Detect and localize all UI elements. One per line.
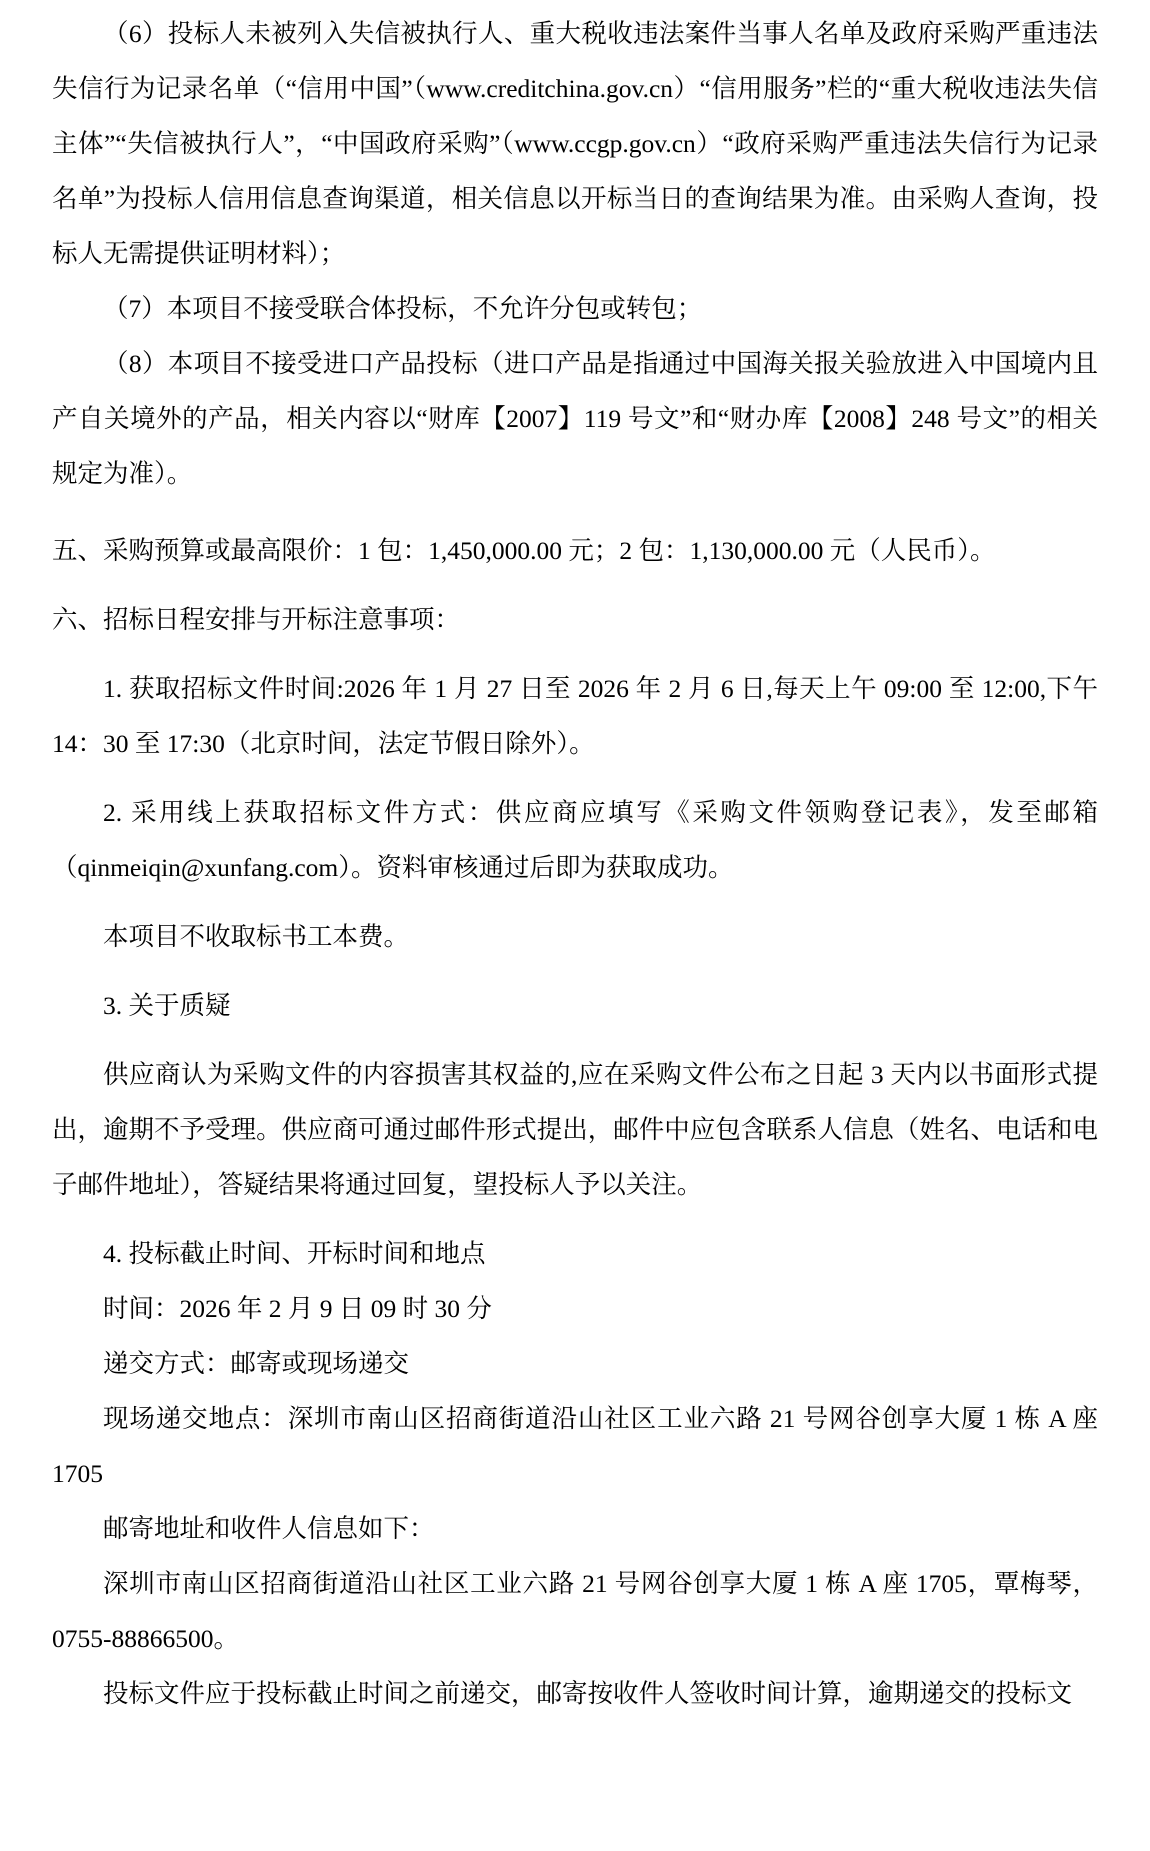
paragraph-item-4-time: 时间：2026 年 2 月 9 日 09 时 30 分 — [103, 1294, 492, 1323]
paragraph-item-2-online-method: 2. 采用线上获取招标文件方式：供应商应填写《采购文件领购登记表》，发至邮箱（qinmeiqin@xunfang.com）。资料审核通过后即为获取成功。 — [52, 798, 1098, 882]
spacer — [52, 501, 1098, 523]
spacer — [52, 964, 1098, 978]
spacer — [52, 578, 1098, 592]
paragraph-section-five-budget: 五、采购预算或最高限价：1 包：1,450,000.00 元；2 包：1,130,000.00 元（人民币）。 — [52, 536, 996, 565]
paragraph-item-4-mail-address: 深圳市南山区招商街道沿山社区工业六路 21 号网谷创享大厦 1 栋 A 座 1705，覃梅琴，0755-88866500。 — [52, 1569, 1098, 1653]
document-body — [52, 6, 1098, 1721]
paragraph-item-4-heading: 4. 投标截止时间、开标时间和地点 — [103, 1239, 486, 1268]
spacer — [52, 771, 1098, 785]
paragraph-item-3-query-heading: 3. 关于质疑 — [103, 991, 231, 1020]
paragraph-item-4-delivery-method: 递交方式：邮寄或现场递交 — [103, 1349, 410, 1378]
spacer — [52, 1033, 1098, 1047]
paragraph-item-4-onsite-address: 现场递交地点：深圳市南山区招商街道沿山社区工业六路 21 号网谷创享大厦 1 栋 A 座 1705 — [52, 1404, 1098, 1488]
paragraph-clause-8: （8）本项目不接受进口产品投标（进口产品是指通过中国海关报关验放进入中国境内且产自关境外的产品，相关内容以“财库【2007】119 号文”和“财办库【2008】248 号文”的相关规定为准）。 — [52, 349, 1098, 488]
spacer — [52, 895, 1098, 909]
spacer — [52, 647, 1098, 661]
paragraph-clause-7: （7）本项目不接受联合体投标，不允许分包或转包； — [103, 294, 703, 323]
paragraph-no-fee-note: 本项目不收取标书工本费。 — [103, 922, 410, 951]
paragraph-clause-6: （6）投标人未被列入失信被执行人、重大税收违法案件当事人名单及政府采购严重违法失信行为记录名单（“信用中国”（www.creditchina.gov.cn）“信用服务”栏的“重大税收违法失信主体”“失信被执行人”，“中国政府采购”（www.ccgp.gov.cn）“政府采购严重违法失信行为记录名单”为投标人信用信息查询渠道，相关信息以开标当日的查询结果为准。由采购人查询，投标人无需提供证明材料）； — [52, 19, 1098, 268]
paragraph-item-3-query-body: 供应商认为采购文件的内容损害其权益的,应在采购文件公布之日起 3 天内以书面形式提出，逾期不予受理。供应商可通过邮件形式提出，邮件中应包含联系人信息（姓名、电话和电子邮件地址），答疑结果将通过回复，望投标人予以关注。 — [52, 1060, 1098, 1199]
spacer — [52, 1212, 1098, 1226]
paragraph-item-4-mail-intro: 邮寄地址和收件人信息如下： — [103, 1514, 435, 1543]
paragraph-item-4-submit-note: 投标文件应于投标截止时间之前递交，邮寄按收件人签收时间计算，逾期递交的投标文 — [103, 1679, 1073, 1708]
paragraph-item-1-file-time: 1. 获取招标文件时间:2026 年 1 月 27 日至 2026 年 2 月 6 日,每天上午 09:00 至 12:00,下午 14：30 至 17:30（北京时间，法定节假日除外）。 — [52, 674, 1098, 758]
paragraph-section-six-heading: 六、招标日程安排与开标注意事项： — [52, 605, 461, 634]
